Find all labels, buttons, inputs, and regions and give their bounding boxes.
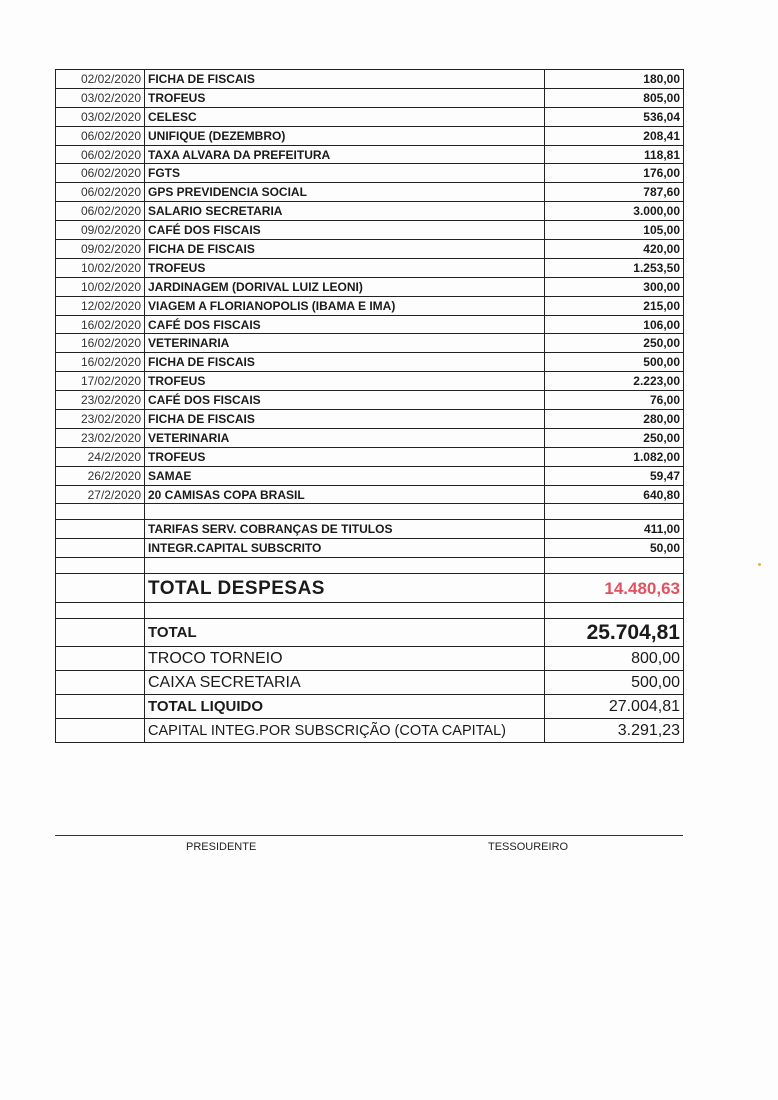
capital-label: CAPITAL INTEG.POR SUBSCRIÇÃO (COTA CAPITAL): [145, 719, 545, 743]
expense-date: 23/02/2020: [56, 391, 145, 410]
expense-desc: FICHA DE FISCAIS: [145, 240, 545, 259]
expense-desc: VIAGEM A FLORIANOPOLIS (IBAMA E IMA): [145, 296, 545, 315]
expense-value: 59,47: [545, 466, 684, 485]
expense-row: [56, 353, 684, 372]
expense-row: [56, 410, 684, 429]
expense-date: 27/2/2020: [56, 485, 145, 504]
fee-desc: TARIFAS SERV. COBRANÇAS DE TITULOS: [145, 520, 545, 539]
troco-torneio-value: 800,00: [545, 647, 684, 671]
caixa-secretaria-value: 500,00: [545, 671, 684, 695]
expense-value: 208,41: [545, 126, 684, 145]
expense-value: 1.082,00: [545, 447, 684, 466]
president-signature-label: PRESIDENTE: [186, 841, 257, 853]
expense-desc: FICHA DE FISCAIS: [145, 70, 545, 89]
expense-value: 1.253,50: [545, 258, 684, 277]
expense-value: 118,81: [545, 145, 684, 164]
expense-date: 17/02/2020: [56, 372, 145, 391]
expense-row: [56, 428, 684, 447]
total-despesas-row: [56, 574, 684, 603]
expense-desc: FGTS: [145, 164, 545, 183]
caixa-secretaria-row: [56, 671, 684, 695]
expense-value: 640,80: [545, 485, 684, 504]
expense-row: [56, 183, 684, 202]
total-value: 25.704,81: [545, 619, 684, 647]
expense-row: [56, 88, 684, 107]
expense-desc: TROFEUS: [145, 258, 545, 277]
blank-row: [56, 558, 684, 574]
expense-row: [56, 277, 684, 296]
total-despesas-label: TOTAL DESPESAS: [145, 574, 545, 603]
expense-row: [56, 126, 684, 145]
expense-desc: TROFEUS: [145, 447, 545, 466]
fee-row-tarifas: [56, 520, 684, 539]
expense-value: 180,00: [545, 70, 684, 89]
blank-row: [56, 504, 684, 520]
expense-value: 76,00: [545, 391, 684, 410]
expense-date: 10/02/2020: [56, 258, 145, 277]
expense-date: 06/02/2020: [56, 145, 145, 164]
expense-date: 09/02/2020: [56, 221, 145, 240]
expense-desc: JARDINAGEM (DORIVAL LUIZ LEONI): [145, 277, 545, 296]
expense-row: [56, 202, 684, 221]
signature-line: [55, 835, 683, 836]
expense-date: 09/02/2020: [56, 240, 145, 259]
expense-row: [56, 391, 684, 410]
fee-row-capital: [56, 539, 684, 558]
expense-row: [56, 315, 684, 334]
expense-row: [56, 447, 684, 466]
expense-row: [56, 258, 684, 277]
expense-desc: FICHA DE FISCAIS: [145, 410, 545, 429]
expense-row: [56, 466, 684, 485]
expense-value: 787,60: [545, 183, 684, 202]
capital-row: [56, 719, 684, 743]
expense-date: 16/02/2020: [56, 315, 145, 334]
expense-desc: CAFÉ DOS FISCAIS: [145, 315, 545, 334]
expense-row: [56, 372, 684, 391]
expense-date: 24/2/2020: [56, 447, 145, 466]
expense-desc: CAFÉ DOS FISCAIS: [145, 221, 545, 240]
expense-table-body: [56, 70, 684, 504]
expense-desc: FICHA DE FISCAIS: [145, 353, 545, 372]
troco-torneio-row: [56, 647, 684, 671]
expense-desc: VETERINARIA: [145, 428, 545, 447]
expense-value: 805,00: [545, 88, 684, 107]
expense-desc: CAFÉ DOS FISCAIS: [145, 391, 545, 410]
expense-row: [56, 70, 684, 89]
expense-row: [56, 334, 684, 353]
expense-desc: CELESC: [145, 107, 545, 126]
capital-value: 3.291,23: [545, 719, 684, 743]
expense-value: 280,00: [545, 410, 684, 429]
expense-desc: 20 CAMISAS COPA BRASIL: [145, 485, 545, 504]
expense-date: 03/02/2020: [56, 88, 145, 107]
expense-date: 10/02/2020: [56, 277, 145, 296]
troco-torneio-label: TROCO TORNEIO: [145, 647, 545, 671]
caixa-secretaria-label: CAIXA SECRETARIA: [145, 671, 545, 695]
expense-value: 3.000,00: [545, 202, 684, 221]
fee-value: 411,00: [545, 520, 684, 539]
expense-date: 06/02/2020: [56, 183, 145, 202]
expense-desc: SALARIO SECRETARIA: [145, 202, 545, 221]
expense-date: 12/02/2020: [56, 296, 145, 315]
expense-value: 105,00: [545, 221, 684, 240]
summary-body: [56, 504, 684, 743]
expense-row: [56, 221, 684, 240]
expense-desc: GPS PREVIDENCIA SOCIAL: [145, 183, 545, 202]
expense-value: 536,04: [545, 107, 684, 126]
expense-desc: TROFEUS: [145, 88, 545, 107]
expense-date: 06/02/2020: [56, 202, 145, 221]
expense-date: 02/02/2020: [56, 70, 145, 89]
expense-row: [56, 107, 684, 126]
total-liquido-label: TOTAL LIQUIDO: [145, 695, 545, 719]
scan-speck: [758, 563, 761, 566]
expense-value: 500,00: [545, 353, 684, 372]
total-liquido-value: 27.004,81: [545, 695, 684, 719]
expense-value: 176,00: [545, 164, 684, 183]
treasurer-signature-label: TESSOUREIRO: [488, 841, 569, 853]
blank-row: [56, 603, 684, 619]
expense-date: 16/02/2020: [56, 353, 145, 372]
expense-row: [56, 485, 684, 504]
total-label: TOTAL: [145, 619, 545, 647]
expense-date: 06/02/2020: [56, 126, 145, 145]
fee-value: 50,00: [545, 539, 684, 558]
expense-desc: TAXA ALVARA DA PREFEITURA: [145, 145, 545, 164]
expense-value: 250,00: [545, 334, 684, 353]
expense-date: 16/02/2020: [56, 334, 145, 353]
total-liquido-row: [56, 695, 684, 719]
expense-desc: UNIFIQUE (DEZEMBRO): [145, 126, 545, 145]
expense-row: [56, 296, 684, 315]
expense-desc: SAMAE: [145, 466, 545, 485]
expense-table: [55, 69, 684, 743]
expense-value: 420,00: [545, 240, 684, 259]
expense-value: 250,00: [545, 428, 684, 447]
expense-value: 215,00: [545, 296, 684, 315]
expense-value: 106,00: [545, 315, 684, 334]
expense-date: 23/02/2020: [56, 428, 145, 447]
expense-desc: VETERINARIA: [145, 334, 545, 353]
expense-value: 2.223,00: [545, 372, 684, 391]
fee-desc: INTEGR.CAPITAL SUBSCRITO: [145, 539, 545, 558]
total-despesas-value: 14.480,63: [545, 574, 684, 603]
expense-date: 06/02/2020: [56, 164, 145, 183]
expense-date: 26/2/2020: [56, 466, 145, 485]
expense-row: [56, 145, 684, 164]
expense-desc: TROFEUS: [145, 372, 545, 391]
expense-row: [56, 164, 684, 183]
expense-value: 300,00: [545, 277, 684, 296]
total-row: [56, 619, 684, 647]
expense-date: 23/02/2020: [56, 410, 145, 429]
expense-date: 03/02/2020: [56, 107, 145, 126]
expense-row: [56, 240, 684, 259]
